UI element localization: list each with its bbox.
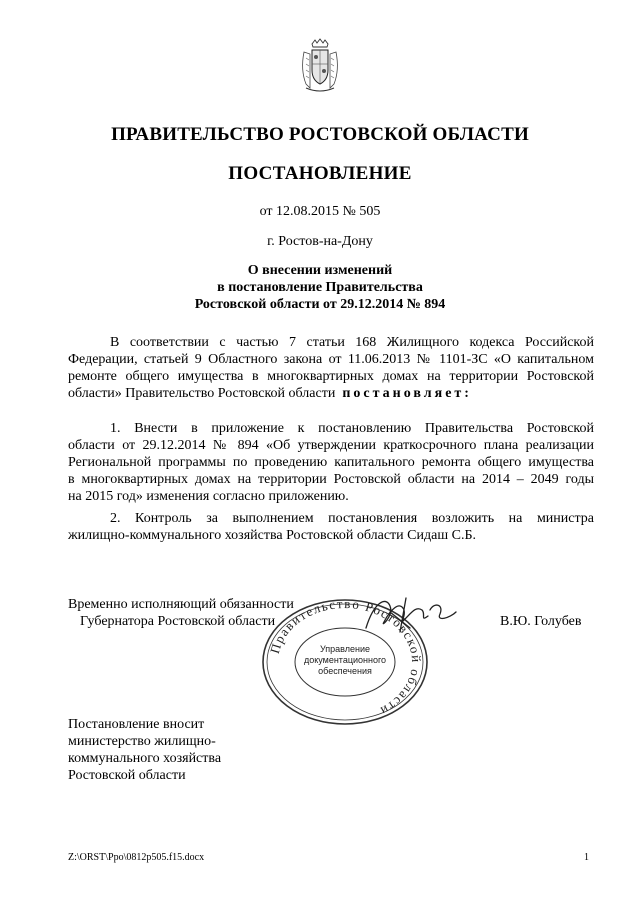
handwritten-signature xyxy=(360,592,470,638)
signature-scribble xyxy=(360,592,470,638)
title-line: Ростовской области от 29.12.2014 № 894 xyxy=(194,297,446,312)
footer-file-path: Z:\ORST\Ppo\0812p505.f15.docx xyxy=(68,852,205,863)
seal-center-line: обеспечения xyxy=(318,666,372,676)
paragraph-line: ремонте общего имущества в многоквартирных домах на территории Ростовской xyxy=(68,369,594,384)
note-line: Ростовской области xyxy=(68,768,186,783)
submitter-note xyxy=(68,716,221,784)
coat-of-arms-graphic xyxy=(298,38,342,94)
seal-center-line: документационного xyxy=(303,655,387,665)
paragraph-line: в многоквартирных домах на территории Ростовской области на 2014 – 2049 годы xyxy=(68,472,594,487)
government-heading: ПРАВИТЕЛЬСТВО РОСТОВСКОЙ ОБЛАСТИ xyxy=(111,124,529,145)
note-line: министерство жилищно- xyxy=(68,734,216,749)
title-line: О внесении изменений xyxy=(247,263,393,278)
preamble-paragraph xyxy=(68,334,594,402)
paragraph-line xyxy=(68,385,594,402)
city-line: г. Ростов-на-Дону xyxy=(267,234,373,249)
paragraph-line: 2. Контроль за выполнением постановления возложить на министра xyxy=(110,511,594,526)
preamble-text: области» Правительство Ростовской области xyxy=(68,386,336,401)
paragraph-line: на 2015 год» изменения согласно приложению. xyxy=(68,489,349,504)
paragraph-line: жилищно-коммунального хозяйства Ростовской области Сидаш С.Б. xyxy=(68,528,476,543)
paragraph-line: В соответствии с частью 7 статьи 168 Жилищного кодекса Российской xyxy=(110,335,594,350)
paragraph-line: области от 29.12.2014 № 894 «Об утверждении краткосрочного плана реализации xyxy=(68,438,594,453)
title-line: в постановление Правительства xyxy=(217,280,423,295)
seal-center-text xyxy=(256,644,434,677)
seal-ring-text: Правительство Ростовской области xyxy=(266,598,425,720)
item-2-paragraph xyxy=(68,510,594,544)
paragraph-line: Региональной программы по проведению капитального ремонта общего имущества xyxy=(68,455,594,470)
signatory-position: Временно исполняющий обязанности xyxy=(68,597,294,612)
paragraph-line: Федерации, статьей 9 Областного закона от 11.06.2013 № 1101-ЗС «О капитальном xyxy=(68,352,594,367)
paragraph-line: 1. Внести в приложение к постановлению Правительства Ростовской xyxy=(110,421,594,436)
date-number: от 12.08.2015 № 505 xyxy=(259,204,381,219)
seal-center-line: Управление xyxy=(319,644,371,654)
note-line: коммунального хозяйства xyxy=(68,751,222,766)
note-line: Постановление вносит xyxy=(68,717,205,732)
item-1-paragraph xyxy=(68,420,594,505)
footer-page-number: 1 xyxy=(584,852,589,863)
signatory-position: Губернатора Ростовской области xyxy=(80,614,276,629)
decree-keyword: постановляет: xyxy=(342,386,472,401)
signatory-name: В.Ю. Голубев xyxy=(500,614,582,629)
document-type-heading: ПОСТАНОВЛЕНИЕ xyxy=(228,163,412,184)
document-title xyxy=(0,262,640,313)
coat-of-arms-icon xyxy=(298,38,342,94)
